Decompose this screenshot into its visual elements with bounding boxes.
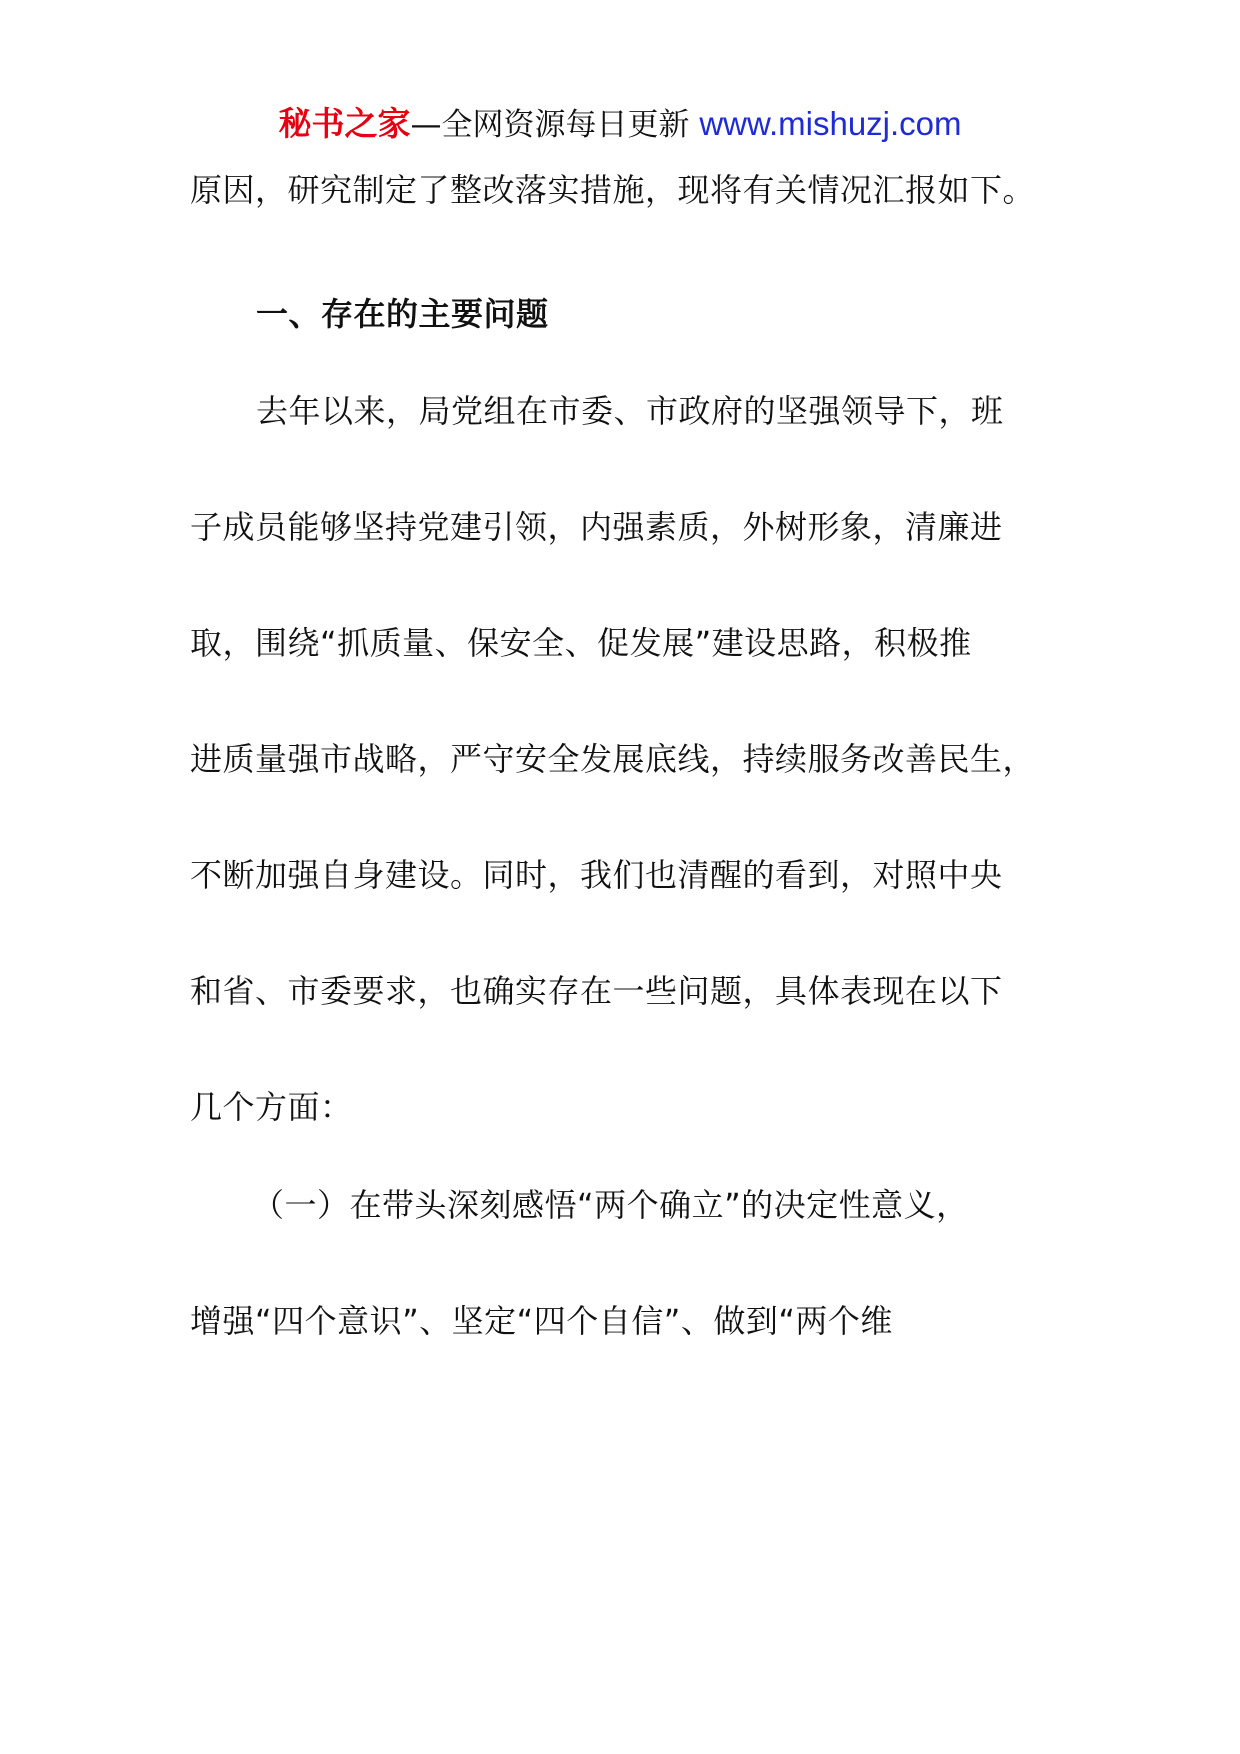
site-header	[0, 96, 1240, 152]
subsection-line: （一）在带头深刻感悟“两个确立”的决定性意义，	[252, 1186, 969, 1224]
paragraph-line: 增强“四个意识”、坚定“四个自信”、做到“两个维	[190, 1302, 893, 1340]
paragraph-line: 和省、市委要求，也确实存在一些问题，具体表现在以下	[190, 972, 1003, 1010]
paragraph-line: 不断加强自身建设。同时，我们也清醒的看到，对照中央	[190, 856, 1003, 894]
paragraph-line: 子成员能够坚持党建引领，内强素质，外树形象，清廉进	[190, 508, 1003, 546]
brand-name: 秘书之家	[278, 104, 411, 143]
site-url-link[interactable]: www.mishuzj.com	[699, 105, 962, 142]
paragraph-line: 取，围绕“抓质量、保安全、促发展”建设思路，积极推	[190, 624, 972, 662]
section-heading: 一、存在的主要问题	[256, 295, 549, 333]
paragraph-line: 原因，研究制定了整改落实措施，现将有关情况汇报如下。	[190, 171, 1036, 209]
header-slogan: —全网资源每日更新	[410, 107, 700, 143]
paragraph-line: 进质量强市战略，严守安全发展底线，持续服务改善民生，	[190, 740, 1036, 778]
paragraph-line: 去年以来，局党组在市委、市政府的坚强领导下，班	[256, 392, 1004, 430]
paragraph-line: 几个方面：	[190, 1088, 353, 1126]
